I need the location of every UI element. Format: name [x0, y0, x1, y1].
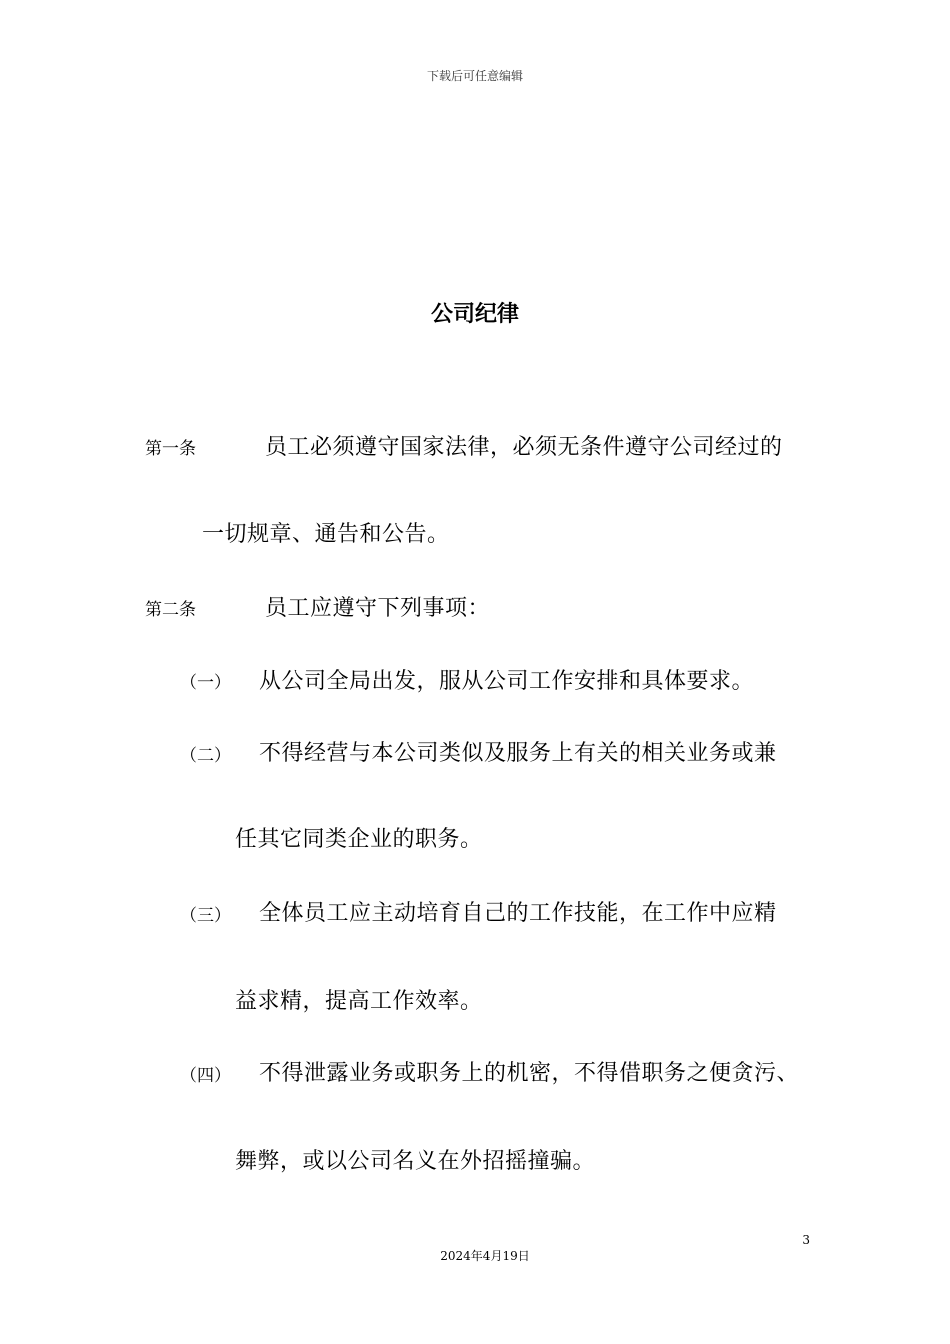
- item-2-label: （二）: [180, 746, 231, 766]
- item-2-line-2: 任其它同类企业的职务。: [235, 827, 483, 852]
- page-number: 3: [802, 1233, 810, 1247]
- article-1-label: 第一条: [145, 439, 196, 459]
- article-2-line-1: 员工应遵守下列事项：: [265, 596, 491, 621]
- document-title: 公司纪律: [430, 302, 519, 327]
- footer-date: 2024年4月19日: [440, 1249, 530, 1263]
- item-4-line-2: 舞弊，或以公司名义在外招摇撞骗。: [235, 1149, 596, 1174]
- item-2-line-1: 不得经营与本公司类似及服务上有关的相关业务或兼: [259, 741, 777, 766]
- item-3-line-2: 益求精，提高工作效率。: [235, 989, 483, 1014]
- item-4-line-1: 不得泄露业务或职务上的机密，不得借职务之便贪污、: [259, 1061, 800, 1086]
- item-4-label: （四）: [180, 1066, 231, 1086]
- header-note: 下载后可任意编辑: [426, 69, 523, 83]
- item-1-label: （一）: [180, 673, 231, 693]
- item-1-line-1: 从公司全局出发，服从公司工作安排和具体要求。: [259, 669, 755, 694]
- article-2-label: 第二条: [145, 600, 196, 620]
- article-1-line-1: 员工必须遵守国家法律，必须无条件遵守公司经过的: [265, 435, 783, 460]
- article-1-line-2: 一切规章、通告和公告。: [202, 522, 450, 547]
- item-3-label: （三）: [180, 906, 231, 926]
- item-3-line-1: 全体员工应主动培育自己的工作技能，在工作中应精: [259, 901, 777, 926]
